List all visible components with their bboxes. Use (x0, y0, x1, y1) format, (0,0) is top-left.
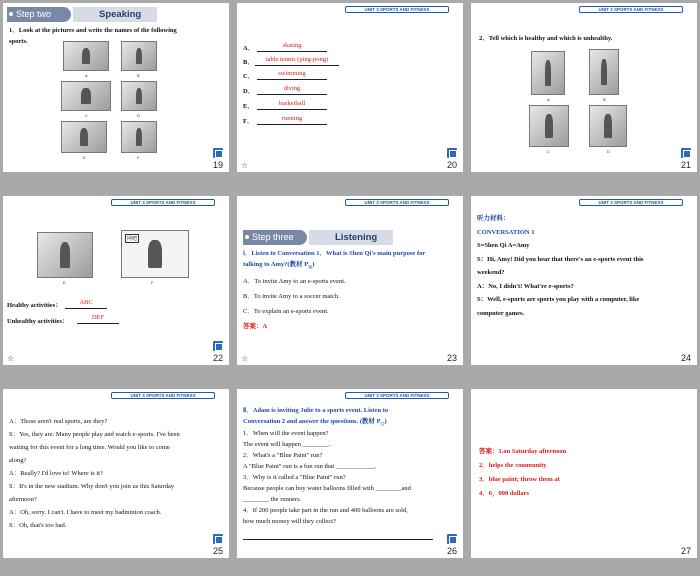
caption-e: E (83, 155, 86, 160)
sport-photo-e (61, 121, 107, 153)
sport-photo-f (121, 121, 157, 153)
transcript: A：Those aren't real sports, are they? S：Yes, they are. Many people play and watch e-sports. I've been waiting for this event for a long time. Would you like to come along? A：Really? I'd love to! Where is it? S：It's in the new stadium. Why don't you join us this Saturday afternoon? A：Oh, sorry. I can't. I have to meet my badminton coach. S：Oh, that's too bad. (9, 418, 180, 529)
unit-header: UNIT 3 SPORTS AND FITNESS (111, 199, 215, 206)
slide-number: 20 (446, 160, 457, 170)
caption-c: C (547, 149, 550, 154)
basketball-photo (529, 105, 569, 147)
return-button[interactable] (213, 148, 223, 158)
question-text: 1．Look at the pictures and write the names of the following sports. (9, 27, 177, 45)
caption-b: B (137, 73, 140, 78)
return-button[interactable] (447, 534, 457, 544)
answer-text: 答案：A (243, 323, 268, 330)
unit-header: UNIT 3 SPORTS AND FITNESS (579, 199, 683, 206)
star-icon: ☆ (241, 354, 249, 363)
answer-a: skating (257, 41, 327, 52)
ballet-photo (531, 51, 565, 95)
step-banner (7, 7, 157, 22)
cafe-sign: 网吧 (127, 236, 138, 242)
letter-a: A． (243, 45, 255, 52)
sport-photo-c (61, 81, 111, 111)
caption-c: C (85, 113, 88, 118)
option-c: C．To explain an e-sports event. (243, 308, 329, 315)
answer-d: diving (257, 84, 327, 95)
internet-cafe-cartoon (121, 230, 189, 278)
slide-21[interactable] (471, 3, 697, 172)
caption-f: F (151, 280, 154, 285)
letter-d: D． (243, 88, 255, 95)
slide-number: 24 (680, 353, 691, 363)
question-list: 1．When will the event happen? The event will happen ________. 2．What's a "Blue Paint" run? A "Blue Paint" run is a fun run that ____________. 3．Why is it called a "Blue Paint" run? Because people can buy water balloons filled with ________and ________ the runners. 4．If 200 people take part in the run and 400 balloons are sold, how much money will they collect? (243, 430, 411, 525)
letter-f: F． (243, 118, 254, 125)
slide-number: 23 (446, 353, 457, 363)
star-icon: ☆ (7, 354, 15, 363)
unit-header: UNIT 3 SPORTS AND FITNESS (111, 392, 215, 399)
caption-e: E (63, 280, 66, 285)
unit-header: UNIT 3 SPORTS AND FITNESS (345, 6, 449, 13)
healthy-answer: ABC (65, 298, 107, 309)
slide-22[interactable] (3, 196, 229, 365)
runner-photo (589, 49, 619, 95)
transcript: 听力材料： CONVERSATION 1 S=Shen Qi A=Amy S：Hi, Amy! Did you hear that there's an e-sports event this weekend? A：No, I didn't! What're e-sports? S：Well, e-sports are sports you play with a computer, like computer games. (477, 215, 644, 317)
tv-watching-photo (37, 232, 93, 278)
slide-number: 27 (680, 546, 691, 556)
slide-20[interactable] (237, 3, 463, 172)
step-tag: Step three (243, 230, 307, 245)
option-a: A．To invite Amy to an e-sports event. (243, 278, 346, 285)
step-tag: Step two (7, 7, 71, 22)
return-button[interactable] (447, 148, 457, 158)
answer-line (243, 539, 433, 540)
caption-d: D (607, 149, 610, 154)
step-title: Listening (309, 230, 393, 245)
answer-f: running (257, 114, 327, 125)
caption-a: A (547, 97, 550, 102)
slide-number: 26 (446, 546, 457, 556)
step-banner (243, 230, 393, 245)
slide-number: 21 (680, 160, 691, 170)
slide-number: 22 (212, 353, 223, 363)
sport-photo-a (63, 41, 109, 71)
smoking-photo (589, 105, 627, 147)
caption-f: F (137, 155, 140, 160)
return-button[interactable] (681, 148, 691, 158)
unit-header: UNIT 3 SPORTS AND FITNESS (579, 6, 683, 13)
return-button[interactable] (213, 341, 223, 351)
slide-23[interactable] (237, 196, 463, 365)
sport-photo-b (121, 41, 157, 71)
star-icon: ☆ (241, 161, 249, 170)
unit-header: UNIT 3 SPORTS AND FITNESS (345, 392, 449, 399)
caption-a: A (85, 73, 88, 78)
question-text: 2．Tell which is healthy and which is unhealthy. (479, 35, 613, 42)
step-title: Speaking (73, 7, 157, 22)
option-b: B．To invite Amy to a soccer match. (243, 293, 340, 300)
slide-25[interactable] (3, 389, 229, 558)
caption-b: B (603, 97, 606, 102)
slide-26[interactable] (237, 389, 463, 558)
slide-number: 25 (212, 546, 223, 556)
letter-c: C． (243, 73, 255, 80)
letter-e: E． (243, 103, 254, 110)
return-button[interactable] (213, 534, 223, 544)
answer-e: basketball (257, 99, 327, 110)
answer-c: swimming (257, 69, 327, 80)
slide-24[interactable] (471, 196, 697, 365)
slide-19[interactable] (3, 3, 229, 172)
answer-list: 答案：1.on Saturday afternoon 2．helps the community 3．blue paint; throw them at 4．6，000 dollars (479, 448, 567, 497)
unhealthy-answer: DEF (77, 313, 119, 324)
sport-photo-d (121, 81, 157, 111)
caption-d: D (137, 113, 140, 118)
unhealthy-label: Unhealthy activities： (7, 318, 69, 325)
healthy-label: Healthy activities： (7, 302, 62, 309)
answer-b: table tennis (ping-pong) (255, 55, 339, 66)
letter-b: B． (243, 59, 254, 66)
unit-header: UNIT 3 SPORTS AND FITNESS (345, 199, 449, 206)
question-title: Ⅱ．Adam is inviting Julie to a sports event. Listen to Conversation 2 and answer the questions. (教材 $P_{57}$) (243, 407, 389, 427)
slide-27[interactable] (471, 389, 697, 558)
slide-number: 19 (212, 160, 223, 170)
question-text: Ⅰ．Listen to Conversation 1．What is Shen Qi's main purpose for talking to Amy?(教材 $P_{56}$) (243, 250, 426, 270)
